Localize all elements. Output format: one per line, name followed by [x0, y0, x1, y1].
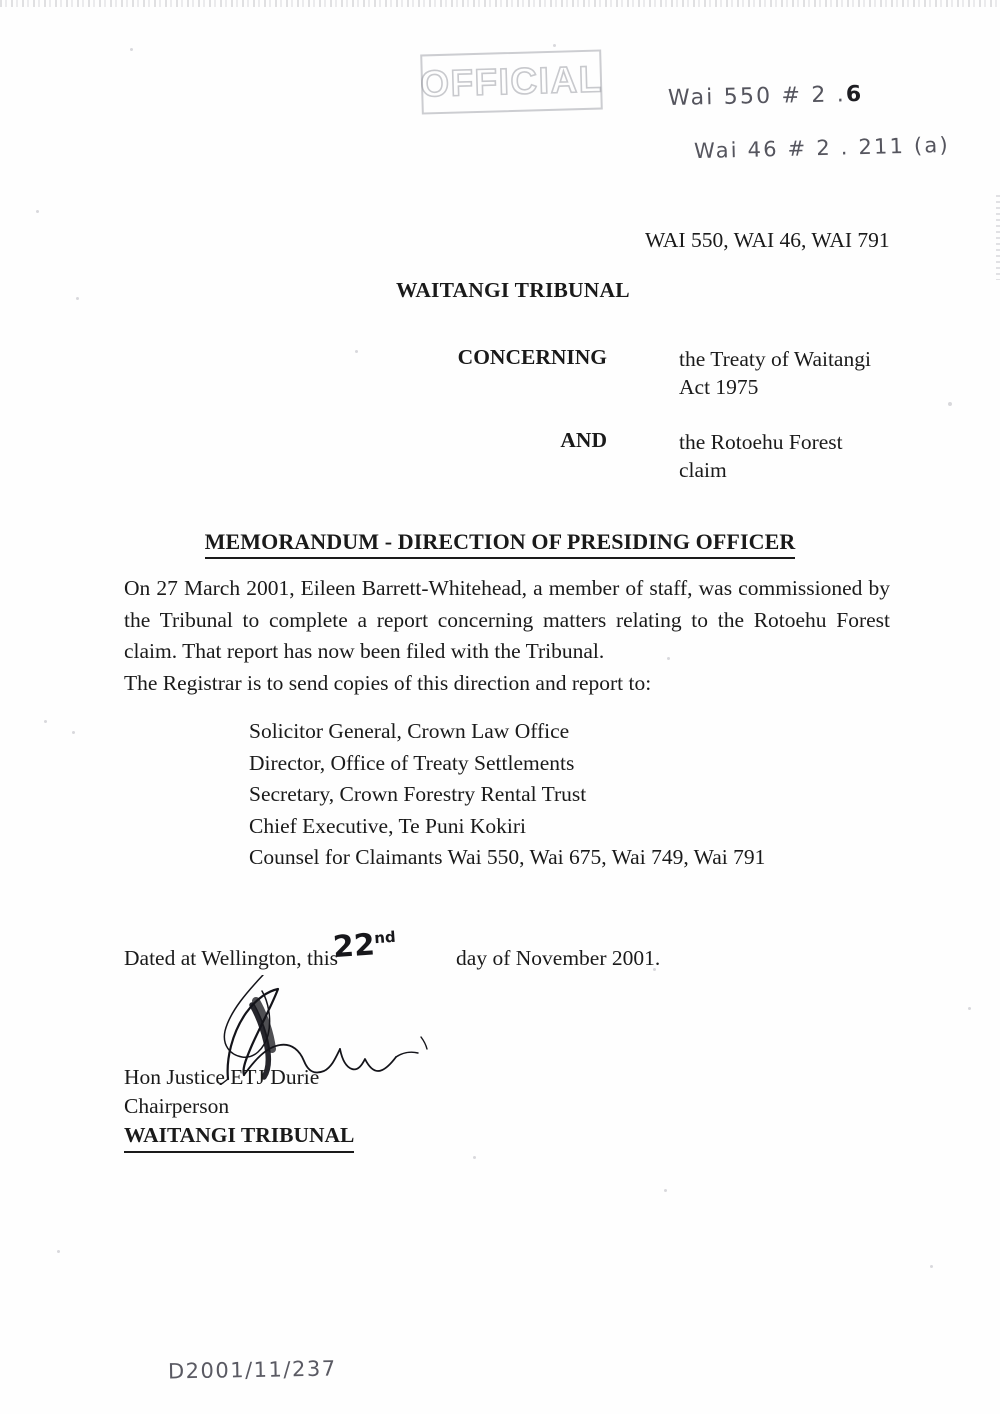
- scan-edge-top: [0, 0, 1000, 7]
- handwritten-file-reference-1: [668, 82, 863, 111]
- signoff-block: [124, 1063, 354, 1153]
- document-title: [0, 529, 1000, 555]
- body-paragraph-2: The Registrar is to send copies of this direction and report to:: [124, 671, 652, 695]
- scan-speck: [36, 210, 39, 213]
- handwritten-bottom-reference: D2001/11/237: [167, 1356, 337, 1384]
- scan-speck: [76, 297, 79, 300]
- scan-speck: [473, 1156, 476, 1159]
- dateline-prefix: Dated at Wellington, this: [124, 946, 339, 970]
- signoff-name: Hon Justice ETJ Durie: [124, 1065, 320, 1089]
- wai-numbers-header: WAI 550, WAI 46, WAI 791: [645, 228, 890, 252]
- scan-speck: [72, 731, 75, 734]
- document-title-text: MEMORANDUM - DIRECTION OF PRESIDING OFFICER: [205, 529, 796, 559]
- handwritten-date-day: [332, 926, 397, 965]
- scan-speck: [664, 1189, 667, 1192]
- signoff-organisation: WAITANGI TRIBUNAL: [124, 1121, 354, 1153]
- list-item: Solicitor General, Crown Law Office: [249, 719, 570, 743]
- scan-speck: [948, 402, 952, 406]
- signoff-role: Chairperson: [124, 1093, 230, 1118]
- handwritten-reference-1-number: 6: [845, 81, 863, 108]
- handwritten-file-reference-2: Wai 46 # 2 . 211 (a): [693, 132, 951, 164]
- official-stamp-label: OFFICIAL: [419, 58, 604, 105]
- party-row-concerning: [120, 345, 910, 402]
- recipient-list: [249, 716, 765, 874]
- scan-edge-right: [996, 195, 1000, 280]
- party-value-and-line2: claim: [679, 458, 727, 483]
- list-item: Counsel for Claimants Wai 550, Wai 675, Wai 749, Wai 791: [249, 845, 766, 870]
- official-stamp: [420, 49, 603, 114]
- party-label-concerning: CONCERNING: [457, 345, 607, 369]
- scan-speck: [44, 720, 47, 723]
- dateline-suffix: day of November 2001.: [456, 946, 661, 970]
- list-item: Director, Office of Treaty Settlements: [249, 750, 575, 775]
- party-value-concerning-line2: Act 1975: [679, 375, 759, 400]
- scan-speck: [553, 44, 556, 47]
- handwritten-date-ordinal: nd: [373, 927, 397, 948]
- scan-speck: [57, 1250, 60, 1253]
- tribunal-heading: WAITANGI TRIBUNAL: [396, 278, 630, 302]
- scan-speck: [968, 1007, 971, 1010]
- parties-block: [120, 345, 910, 511]
- party-value-concerning-line1: the Treaty of Waitangi: [679, 347, 871, 371]
- body-paragraph-1: On 27 March 2001, Eileen Barrett-Whitehead, a member of staff, was commissioned by the Tribunal to complete a report concerning matters relating to the Rotoehu Forest claim. That report has now been filed with the Tribunal.: [124, 576, 890, 664]
- scan-speck: [930, 1265, 933, 1268]
- handwritten-date-number: 22: [331, 927, 376, 966]
- party-label-and: AND: [560, 427, 607, 452]
- party-value-and: [607, 428, 843, 485]
- scan-speck: [130, 48, 133, 51]
- list-item: Secretary, Crown Forestry Rental Trust: [249, 782, 587, 807]
- list-item: Chief Executive, Te Puni Kokiri: [249, 813, 526, 838]
- party-value-concerning: [607, 345, 871, 402]
- party-value-and-line1: the Rotoehu Forest: [679, 429, 843, 454]
- party-row-and: [120, 428, 910, 485]
- handwritten-reference-1-prefix: Wai 550 # 2 .: [667, 82, 847, 112]
